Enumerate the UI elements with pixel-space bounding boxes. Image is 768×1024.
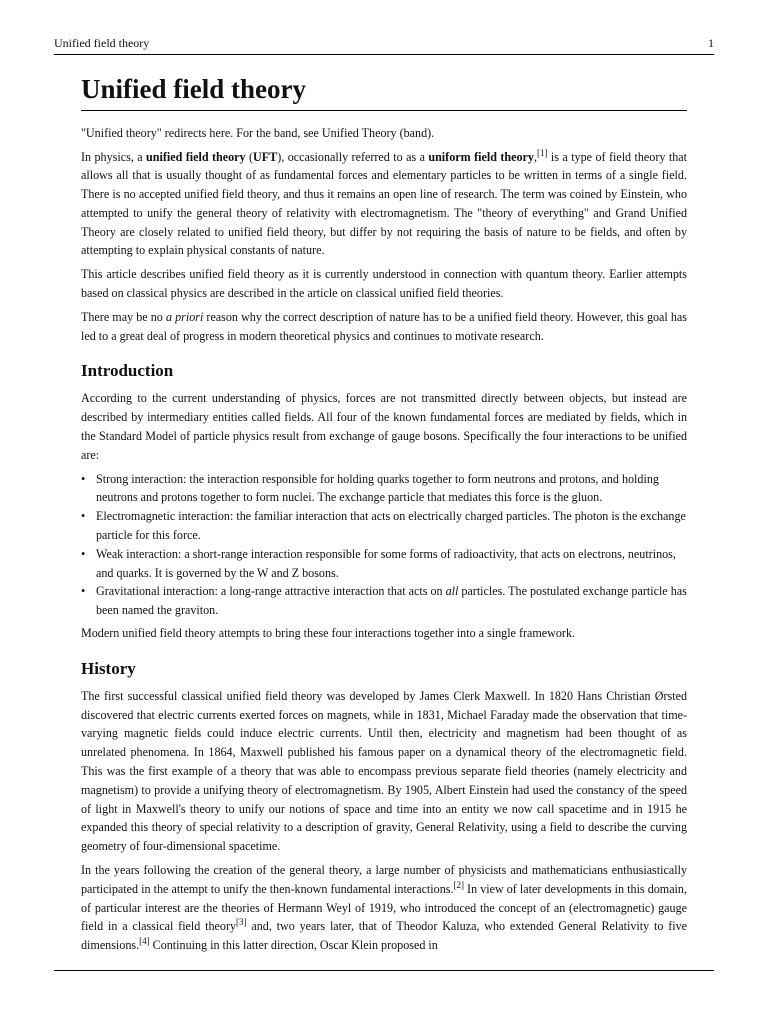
paragraph-history-unification [81,861,687,955]
hatnote: "Unified theory" redirects here. For the band, see Unified Theory (band). [81,126,435,140]
text-run: Gravitational interaction: a long-range attractive interaction that acts on [96,584,446,599]
page-number: 1 [708,36,714,50]
article-body [81,72,687,960]
text-run: , [533,149,537,164]
reference-3[interactable]: [3] [236,917,247,928]
bold-term-uft: unified field theory [146,149,246,164]
running-title: Unified field theory [54,36,150,50]
list-item [81,507,687,545]
bold-term-uniform: uniform field theory [428,149,534,164]
italic-term: all [445,584,459,599]
footer-rule [54,970,714,971]
text-run: is a type of field theory that allows all that is usually thought of as fundamental forces and elementary particles to be written in terms of a single field. There is no accepted unified field theory, and thus it remains an open line of research. The term was coined by Einstein, who attempted to unify the general theory of relativity with electromagnetism. The "theory of everything" and Grand Unified Theory are closely related to unified field theory, but differ by not requiring the basis of nature to be fields, and often by attempting to explain physical constants of nature. [81,149,687,258]
text-run: particles. The postulated exchange particle has been named the graviton. [96,584,687,618]
text-run: reason why the correct description of nature has to be a unified field theory. However, this goal has led to a great deal of progress in modern theoretical physics and continues to motivate research. [81,309,687,343]
text-run: and, two years later, that of Theodor Kaluza, who extended General Relativity to five dimensions. [81,919,688,953]
paragraph-a-priori [81,308,687,346]
list-item-text: Strong interaction: the interaction responsible for holding quarks together to form neutrons and protons, and holding neutrons and protons together to form nuclei. The exchange particle that mediates this force is the gluon. [96,471,659,505]
text-run: ( [245,149,254,164]
reference-4[interactable]: [4] [139,936,150,947]
text-run: In physics, a [81,149,147,164]
page-header [54,34,714,55]
interaction-list [81,470,687,620]
list-item [81,582,687,620]
reference-2[interactable]: [2] [453,879,464,890]
bold-term-abbrev: UFT [253,149,278,164]
paragraph-introduction: According to the current understanding of physics, forces are not transmitted directly between objects, but instead are described by intermediary entities called fields. All four of the known fundamental forces are mediated by fields, which in the Standard Model of particle physics result from exchange of gauge bosons. Specifically the four interactions to be unified are: [81,391,687,462]
text-run: ), occasionally referred to as a [277,149,429,164]
lead-paragraph [81,148,687,261]
bullet-icon: • [81,509,86,524]
list-item [81,545,687,583]
section-heading-introduction: Introduction [81,361,174,381]
list-item [81,470,687,508]
bullet-icon: • [81,546,86,561]
paragraph-framework: Modern unified field theory attempts to bring these four interactions together into a single framework. [81,626,576,641]
paragraph-history-maxwell: The first successful classical unified field theory was developed by James Clerk Maxwell. In 1820 Hans Christian Ørsted discovered that electric currents exerted forces on magnets, while in 1831, Michael Faraday made the observation that time-varying magnetic fields could induce electric currents. Until then, electricity and magnetism had been thought of as unrelated phenomena. In 1864, Maxwell published his famous paper on a dynamical theory of the electromagnetic field. This was the first example of a theory that was able to encompass previous separate field theories (namely electricity and magnetism) to provide a unifying theory of electromagnetism. By 1905, Albert Einstein had used the constancy of the speed of light in Maxwell's theory to unify our notions of space and time into an entity we now call spacetime and in 1915 he expanded this theory of special relativity to a description of gravity, General Relativity, using a field to describe the curving geometry of four-dimensional spacetime. [81,688,687,854]
list-item-text: Electromagnetic interaction: the familiar interaction that acts on electrically charged particles. The photon is the exchange particle for this force. [96,509,686,543]
bullet-icon: • [81,584,86,599]
italic-term: a priori [165,309,204,324]
article-title: Unified field theory [81,72,687,111]
list-item-text: Weak interaction: a short-range interaction responsible for some forms of radioactivity, that acts on electrons, neutrinos, and quarks. It is governed by the W and Z bosons. [96,546,676,580]
section-heading-history: History [81,658,136,678]
paragraph-scope: This article describes unified field theory as it is currently understood in connection with quantum theory. Earlier attempts based on classical physics are described in the article on classical unified field theories. [81,267,687,301]
text-run: In view of later developments in this domain, of particular interest are the theories of Hermann Weyl of 1919, who introduced the concept of an (electromagnetic) gauge field in a classical field theory [81,881,687,934]
text-run: There may be no [81,309,166,324]
text-run: In the years following the creation of the general theory, a large number of physicists and mathematicians enthusiastically participated in the attempt to unify the then-known fundamental interactions. [81,863,687,896]
bullet-icon: • [81,471,86,486]
text-run: Continuing in this latter direction, Oscar Klein proposed in [149,938,438,953]
reference-1[interactable]: [1] [537,147,548,158]
